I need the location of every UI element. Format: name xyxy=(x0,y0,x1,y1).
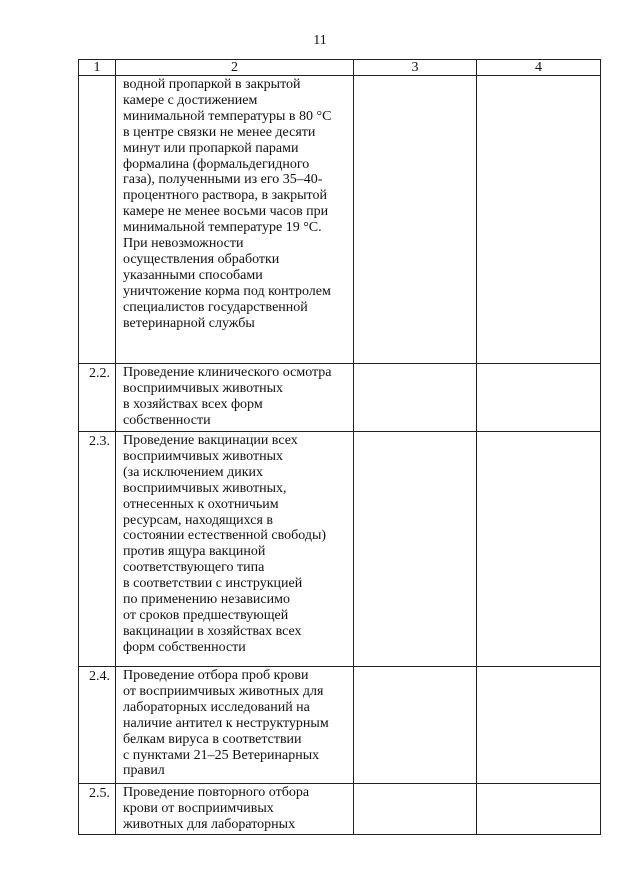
table-row xyxy=(79,667,601,784)
table-header-row xyxy=(79,60,601,76)
row-number: 2.2. xyxy=(79,364,116,432)
row-col3 xyxy=(354,432,477,667)
row-number: 2.4. xyxy=(79,667,116,784)
row-text: водной пропаркой в закрытой камере с достижением минимальной температуры в 80 °С в центре связки не менее десяти минут или пропаркой парами формалина (формальдегидного газа), полученными из его 35–40- процентного раствора, в закрытой камере не менее восьми часов при минимальной температуре 19 °С. При невозможности осуществления обработки указанными способами уничтожение корма под контролем специалистов государственной ветеринарной службы xyxy=(116,76,354,364)
table-row xyxy=(79,784,601,835)
header-col-1: 1 xyxy=(79,60,116,76)
row-col3 xyxy=(354,76,477,364)
row-col4 xyxy=(477,364,601,432)
row-number xyxy=(79,76,116,364)
row-text: Проведение клинического осмотра восприимчивых животных в хозяйствах всех форм собственности xyxy=(116,364,354,432)
header-col-3: 3 xyxy=(354,60,477,76)
header-col-4: 4 xyxy=(477,60,601,76)
row-col4 xyxy=(477,432,601,667)
page-number: 11 xyxy=(313,33,327,48)
row-text: Проведение вакцинации всех восприимчивых животных (за исключением диких восприимчивых животных, отнесенных к охотничьим ресурсам, находящихся в состоянии естественной свободы) против ящура вакциной соответствующего типа в соответствии с инструкцией по применению независимо от сроков предшествующей вакцинации в хозяйствах всех форм собственности xyxy=(116,432,354,667)
row-col4 xyxy=(477,667,601,784)
row-col3 xyxy=(354,667,477,784)
table-row xyxy=(79,432,601,667)
row-col3 xyxy=(354,364,477,432)
row-number: 2.5. xyxy=(79,784,116,835)
row-col3 xyxy=(354,784,477,835)
header-col-2: 2 xyxy=(116,60,354,76)
measures-table xyxy=(78,59,601,835)
table-row xyxy=(79,364,601,432)
row-text: Проведение повторного отбора крови от восприимчивых животных для лабораторных xyxy=(116,784,354,835)
row-number: 2.3. xyxy=(79,432,116,667)
row-col4 xyxy=(477,784,601,835)
row-col4 xyxy=(477,76,601,364)
row-text: Проведение отбора проб крови от восприимчивых животных для лабораторных исследований на наличие антител к неструктурным белкам вируса в соответствии с пунктами 21–25 Ветеринарных правил xyxy=(116,667,354,784)
table-row xyxy=(79,76,601,364)
